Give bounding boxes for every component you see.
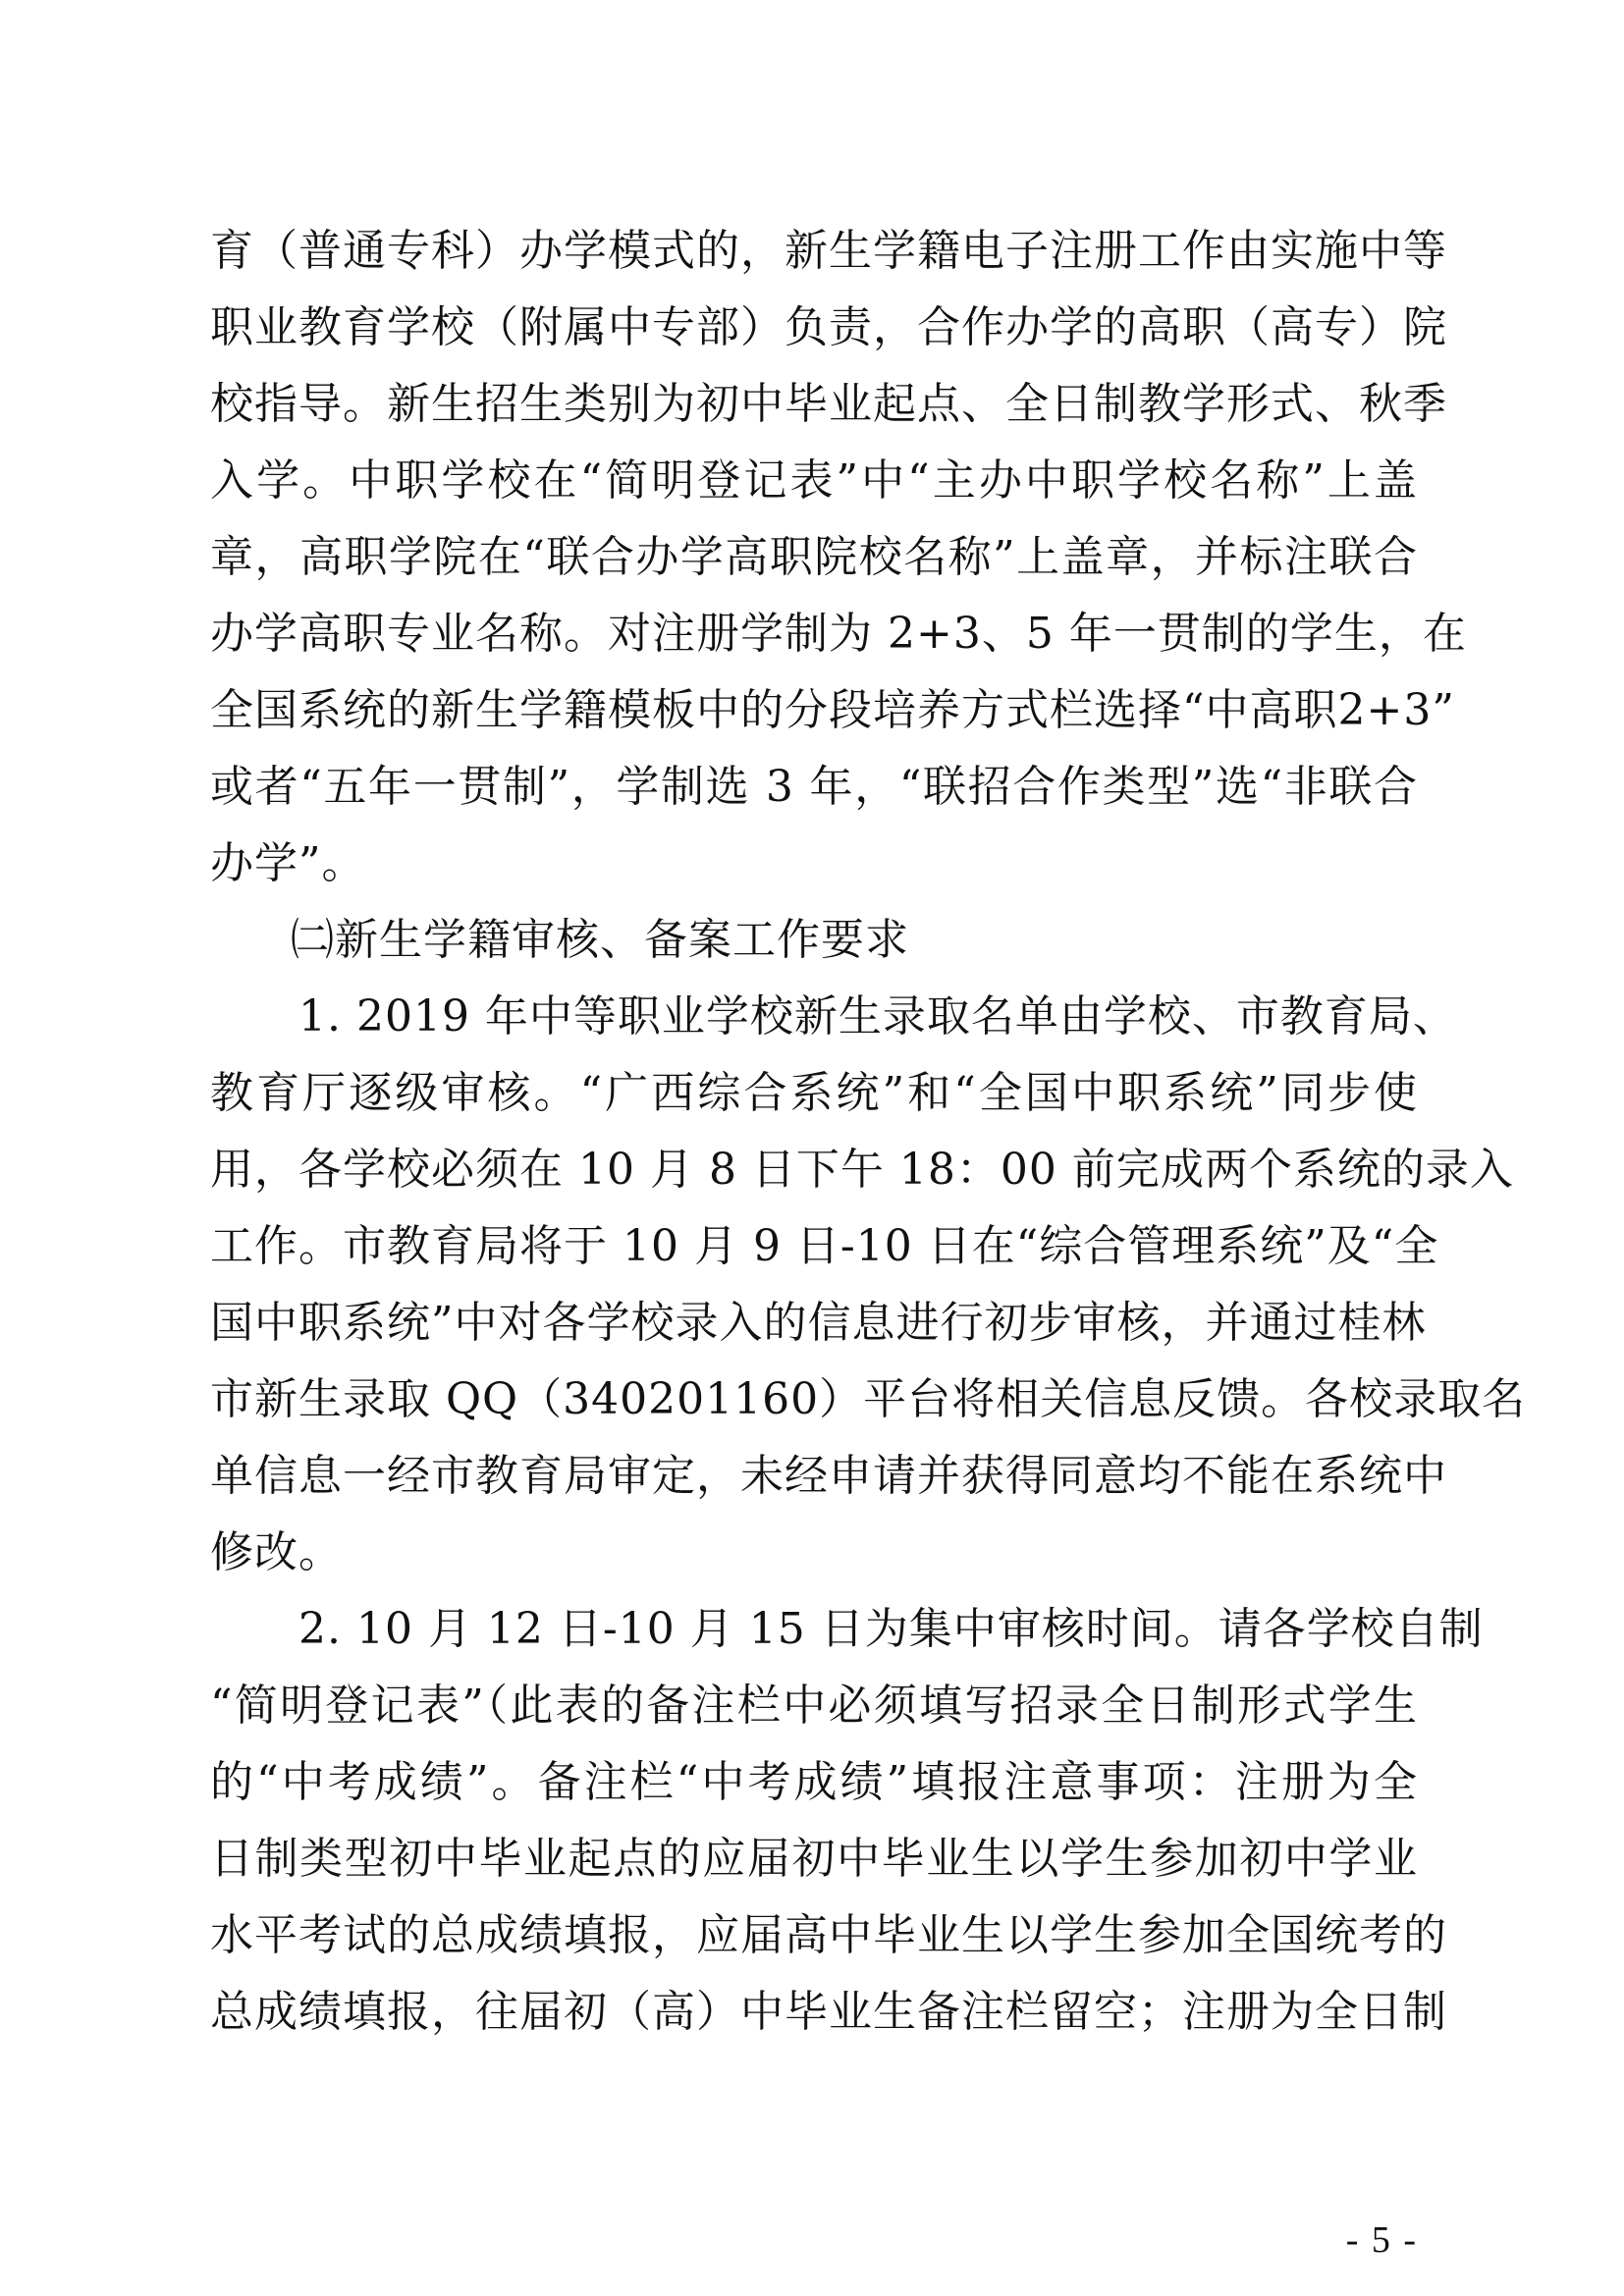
body-text-line: 总成绩填报，往届初（高）中毕业生备注栏留空；注册为全日制 <box>210 1987 1447 2037</box>
body-text-line: 育（普通专科）办学模式的，新生学籍电子注册工作由实施中等 <box>210 226 1447 276</box>
body-text-line: 办学”。 <box>210 838 366 888</box>
body-text-line: 教育厅逐级审核。“广西综合系统”和“全国中职系统”同步使 <box>210 1068 1418 1118</box>
body-text-line: 章，高职学院在“联合办学高职院校名称”上盖章，并标注联合 <box>210 532 1418 582</box>
body-text-line: 修改。 <box>210 1527 343 1577</box>
body-text-line: 市新生录取 QQ（340201160）平台将相关信息反馈。各校录取名 <box>210 1374 1527 1424</box>
body-text-line: 的“中考成绩”。备注栏“中考成绩”填报注意事项：注册为全 <box>210 1757 1418 1807</box>
body-text-line: 水平考试的总成绩填报，应届高中毕业生以学生参加全国统考的 <box>210 1910 1447 1960</box>
body-text-line: 1. 2019 年中等职业学校新生录取名单由学校、市教育局、 <box>298 991 1457 1041</box>
body-text-line: 全国系统的新生学籍模板中的分段培养方式栏选择“中高职2+3” <box>210 685 1455 735</box>
body-text-line: 校指导。新生招生类别为初中毕业起点、全日制教学形式、秋季 <box>210 379 1447 429</box>
body-text-line: “简明登记表”（此表的备注栏中必须填写招录全日制形式学生 <box>210 1681 1418 1731</box>
page-number: - 5 - <box>1345 2219 1418 2261</box>
section-heading: ㈡新生学籍审核、备案工作要求 <box>291 915 909 965</box>
body-text-line: 单信息一经市教育局审定，未经申请并获得同意均不能在系统中 <box>210 1451 1447 1501</box>
body-text-line: 工作。市教育局将于 10 月 9 日-10 日在“综合管理系统”及“全 <box>210 1221 1439 1271</box>
body-text-line: 2. 10 月 12 日-10 月 15 日为集中审核时间。请各学校自制 <box>298 1604 1484 1654</box>
body-text-line: 职业教育学校（附属中专部）负责，合作办学的高职（高专）院 <box>210 302 1447 352</box>
body-text-line: 或者“五年一贯制”，学制选 3 年，“联招合作类型”选“非联合 <box>210 762 1418 812</box>
body-text-line: 用，各学校必须在 10 月 8 日下午 18：00 前完成两个系统的录入 <box>210 1145 1514 1195</box>
body-text-line: 国中职系统”中对各学校录入的信息进行初步审核，并通过桂林 <box>210 1298 1427 1348</box>
body-text-line: 入学。中职学校在“简明登记表”中“主办中职学校名称”上盖 <box>210 455 1418 506</box>
body-text-line: 日制类型初中毕业起点的应届初中毕业生以学生参加初中学业 <box>210 1834 1418 1884</box>
body-text-line: 办学高职专业名称。对注册学制为 2+3、5 年一贯制的学生，在 <box>210 609 1467 659</box>
